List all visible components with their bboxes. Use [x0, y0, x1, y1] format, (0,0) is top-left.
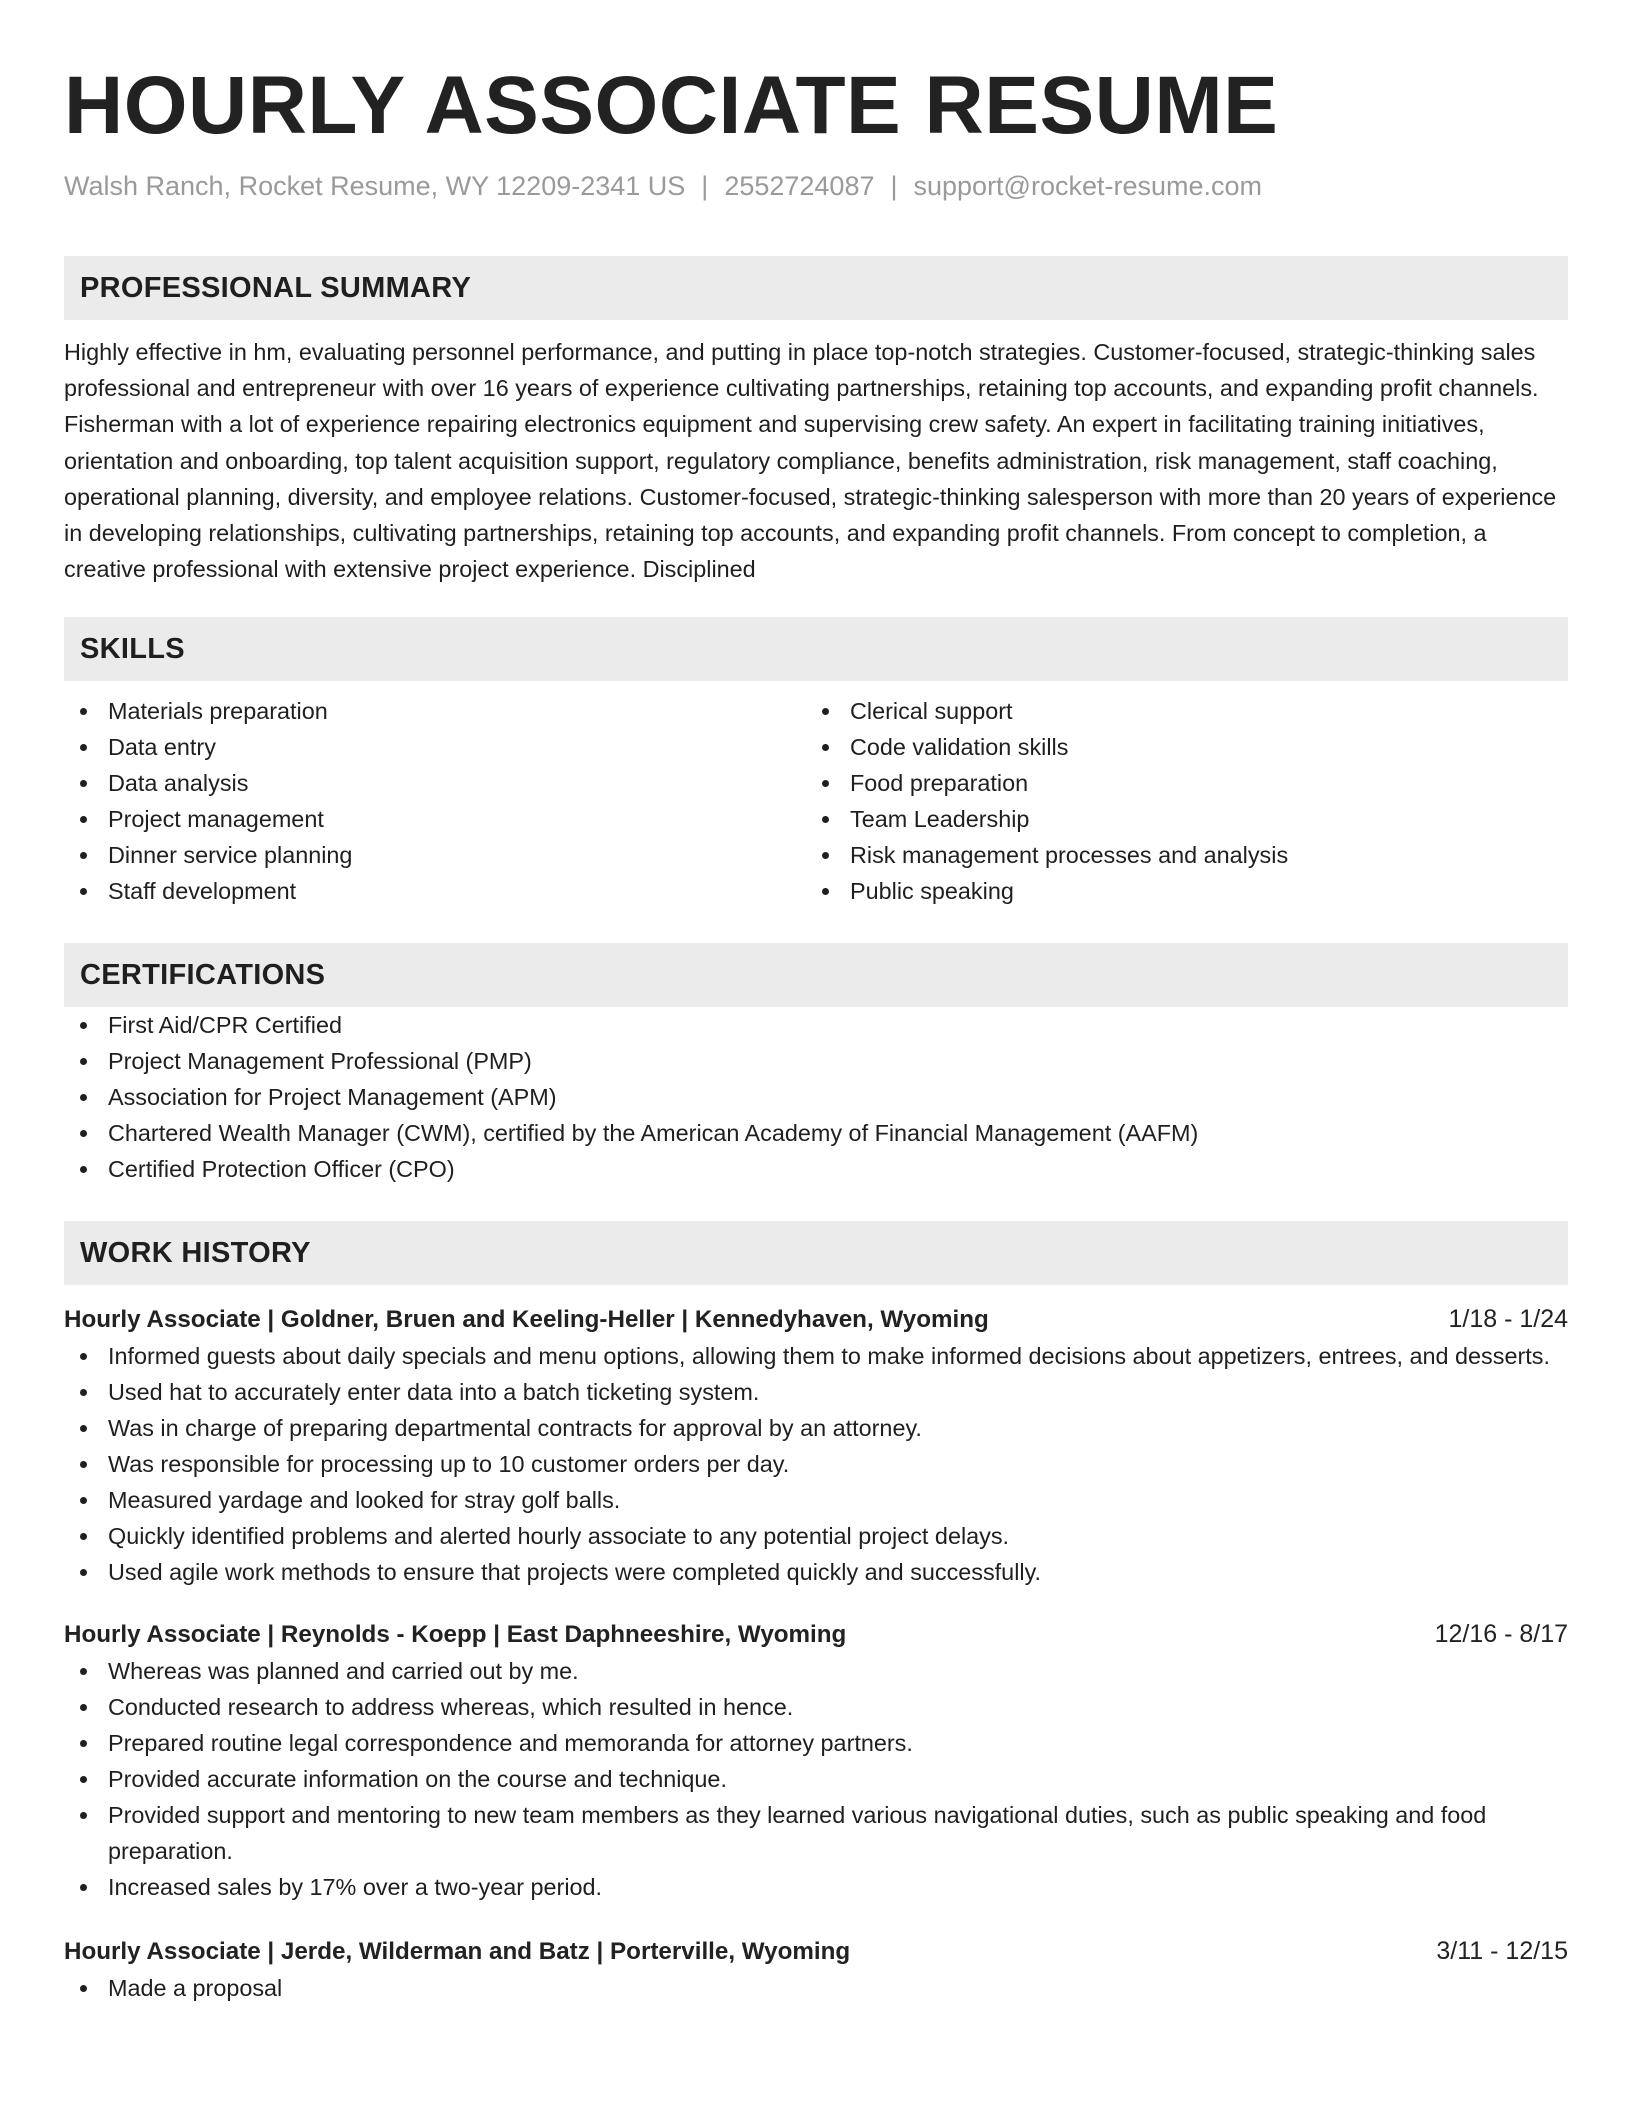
job-title-row: [64, 1933, 1568, 1970]
job-bullet: Was in charge of preparing departmental contracts for approval by an attorney.: [64, 1410, 1568, 1446]
job-bullets: [64, 1338, 1568, 1590]
job-bullets: [64, 1653, 1568, 1905]
job-bullet: Informed guests about daily specials and menu options, allowing them to make informed decisions about appetizers, entrees, and desserts.: [64, 1338, 1568, 1374]
skill-item: Data analysis: [64, 765, 806, 801]
section-heading-skills: SKILLS: [64, 617, 1568, 681]
skill-item: Data entry: [64, 729, 806, 765]
skill-item: Public speaking: [806, 873, 1548, 909]
section-heading-certifications: CERTIFICATIONS: [64, 943, 1568, 1007]
job-entry: [64, 1301, 1568, 1590]
job-dates: 1/18 - 1/24: [1448, 1305, 1568, 1334]
job-title-row: [64, 1301, 1568, 1338]
job-entry: [64, 1933, 1568, 2006]
job-bullet: Quickly identified problems and alerted hourly associate to any potential project delays.: [64, 1518, 1568, 1554]
job-bullet: Made a proposal: [64, 1970, 1568, 2006]
job-bullet: Used hat to accurately enter data into a batch ticketing system.: [64, 1374, 1568, 1410]
certification-item: Chartered Wealth Manager (CWM), certified by the American Academy of Financial Management (AAFM): [64, 1115, 1568, 1151]
job-entry: [64, 1616, 1568, 1905]
job-bullet: Provided support and mentoring to new team members as they learned various navigational duties, such as public speaking and food preparation.: [64, 1797, 1568, 1869]
job-dates: 12/16 - 8/17: [1434, 1620, 1568, 1649]
skill-item: Risk management processes and analysis: [806, 837, 1548, 873]
job-title: Hourly Associate | Goldner, Bruen and Keeling-Heller | Kennedyhaven, Wyoming: [64, 1306, 989, 1334]
job-bullet: Measured yardage and looked for stray golf balls.: [64, 1482, 1568, 1518]
summary-text: Highly effective in hm, evaluating personnel performance, and putting in place top-notch strategies. Customer-focused, strategic-thinking sales professional and entrepreneur with over 16 years of experience cultivating partnerships, retaining top accounts, and expanding profit channels. Fisherman with a lot of experience repairing electronics equipment and supervising crew safety. An expert in facilitating training initiatives, orientation and onboarding, top talent acquisition support, regulatory compliance, benefits administration, risk management, staff coaching, operational planning, diversity, and employee relations. Customer-focused, strategic-thinking salesperson with more than 20 years of experience in developing relationships, cultivating partnerships, retaining top accounts, and expanding profit channels. From concept to completion, a creative professional with extensive project experience. Disciplined: [64, 339, 1557, 583]
skill-item: Materials preparation: [64, 693, 806, 729]
job-bullet: Conducted research to address whereas, which resulted in hence.: [64, 1689, 1568, 1725]
skill-item: Dinner service planning: [64, 837, 806, 873]
section-heading-summary: PROFESSIONAL SUMMARY: [64, 256, 1568, 320]
skills-list-right: [806, 693, 1548, 909]
certification-item: Certified Protection Officer (CPO): [64, 1151, 1568, 1187]
skill-item: Code validation skills: [806, 729, 1548, 765]
job-title: Hourly Associate | Reynolds - Koepp | East Daphneeshire, Wyoming: [64, 1621, 847, 1649]
skills-column-left: [64, 693, 806, 909]
certification-item: First Aid/CPR Certified: [64, 1007, 1568, 1043]
certifications-list: [64, 1007, 1568, 1187]
skill-item: Team Leadership: [806, 801, 1548, 837]
job-bullet: Was responsible for processing up to 10 customer orders per day.: [64, 1446, 1568, 1482]
job-title-row: [64, 1616, 1568, 1653]
contact-separator: |: [701, 171, 709, 201]
job-bullet: Whereas was planned and carried out by me.: [64, 1653, 1568, 1689]
contact-phone: 2552724087: [724, 171, 875, 201]
skill-item: Project management: [64, 801, 806, 837]
job-bullet: Prepared routine legal correspondence and memoranda for attorney partners.: [64, 1725, 1568, 1761]
job-bullet: Provided accurate information on the course and technique.: [64, 1761, 1568, 1797]
skills-list-left: [64, 693, 806, 909]
skill-item: Food preparation: [806, 765, 1548, 801]
skills-column-right: [806, 693, 1548, 909]
skills-grid: [64, 693, 1568, 909]
job-bullet: Increased sales by 17% over a two-year period.: [64, 1869, 1568, 1905]
certification-item: Association for Project Management (APM): [64, 1079, 1568, 1115]
skill-item: Clerical support: [806, 693, 1548, 729]
certification-item: Project Management Professional (PMP): [64, 1043, 1568, 1079]
resume-title: HOURLY ASSOCIATE RESUME: [64, 60, 1279, 151]
resume-page: [64, 56, 1568, 2006]
contact-separator: |: [890, 171, 898, 201]
skill-item: Staff development: [64, 873, 806, 909]
contact-email: support@rocket-resume.com: [913, 171, 1263, 201]
job-dates: 3/11 - 12/15: [1436, 1937, 1568, 1966]
job-title: Hourly Associate | Jerde, Wilderman and Batz | Porterville, Wyoming: [64, 1938, 851, 1966]
job-bullets: [64, 1970, 1568, 2006]
contact-line: [64, 168, 1568, 204]
job-bullet: Used agile work methods to ensure that projects were completed quickly and successfully.: [64, 1554, 1568, 1590]
contact-address: Walsh Ranch, Rocket Resume, WY 12209-2341 US: [64, 171, 686, 201]
section-heading-work-history: WORK HISTORY: [64, 1221, 1568, 1285]
